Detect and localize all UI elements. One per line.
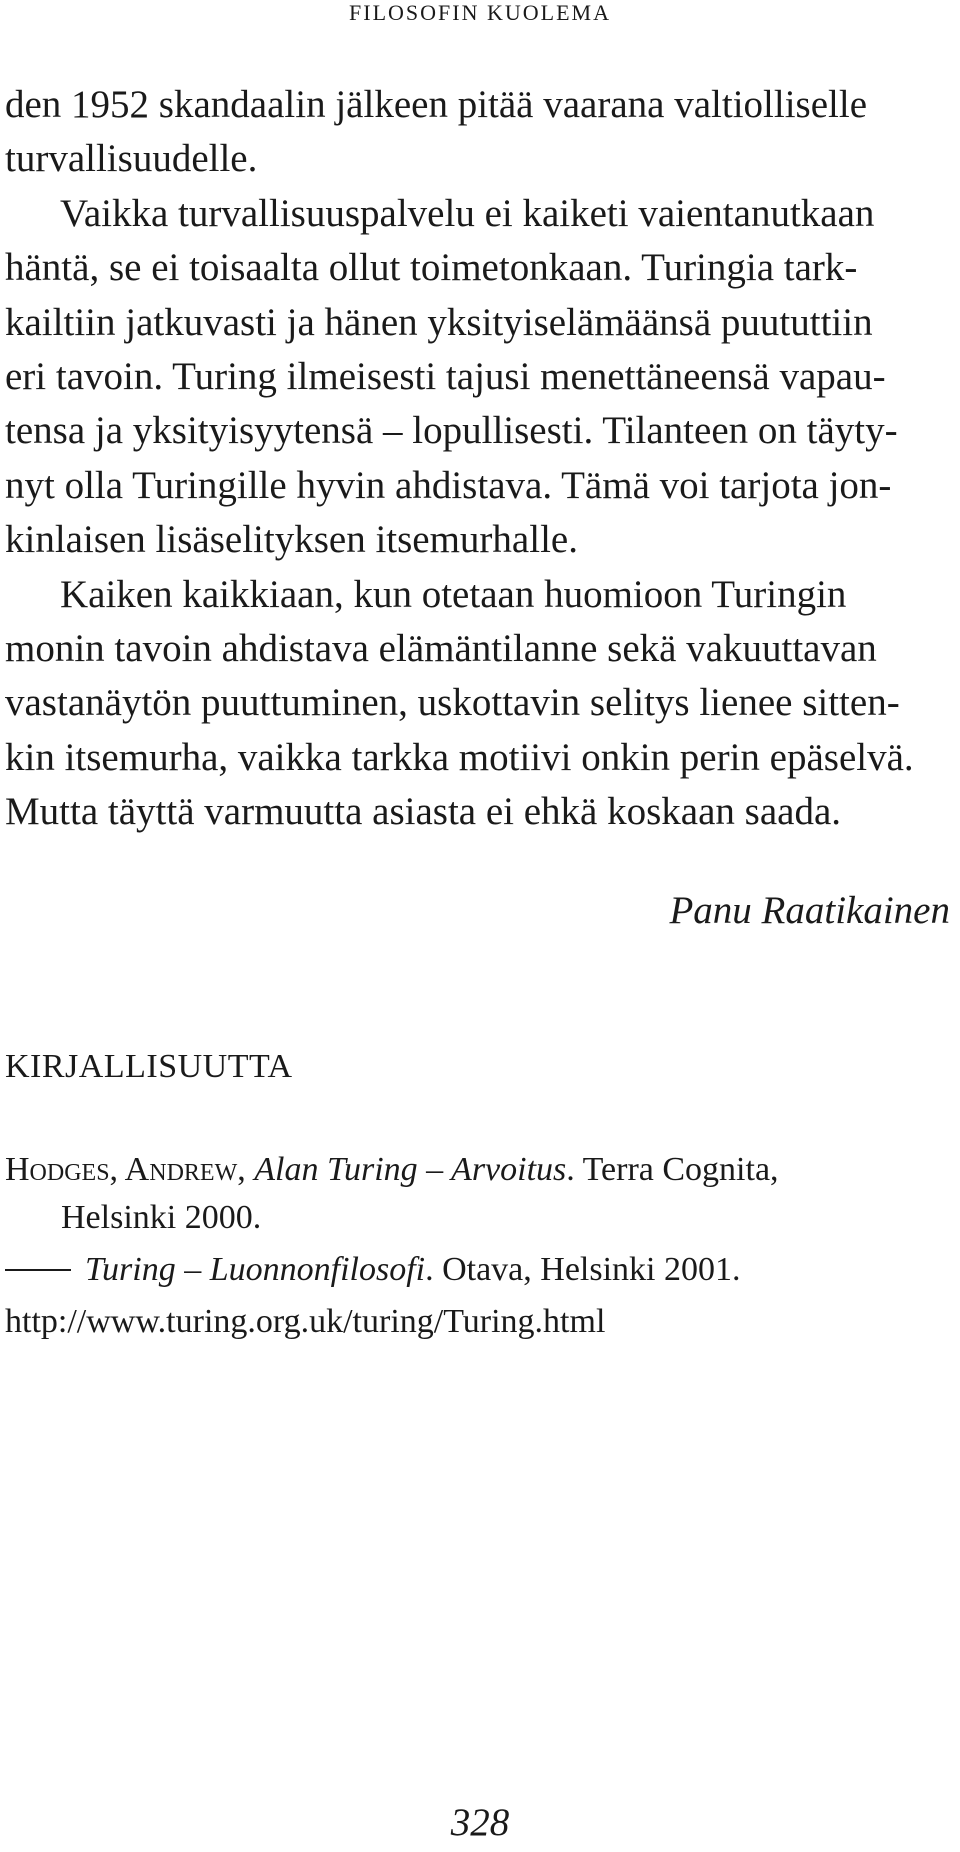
entry-continuation: Helsinki 2000. <box>61 1199 262 1236</box>
body-line: den 1952 skandaalin jälkeen pitää vaarana valtiolliselle <box>5 83 867 126</box>
body-line: Mutta täyttä varmuutta asiasta ei ehkä koskaan saada. <box>5 790 842 834</box>
body-line: monin tavoin ahdistava elämäntilanne sekä vakuuttavan <box>5 627 877 671</box>
bibliography-entry <box>5 1298 953 1346</box>
body-line: nyt olla Turingille hyvin ahdistava. Tämä voi tarjota jon- <box>5 463 892 507</box>
body-line: Vaikka turvallisuuspalvelu ei kaiketi vaientanutkaan <box>60 191 875 235</box>
body-line: vastanäytön puuttuminen, uskottavin selitys lienee sitten- <box>5 681 900 725</box>
running-head: FILOSOFIN KUOLEMA <box>349 0 611 25</box>
body-line: turvallisuudelle. <box>5 137 258 181</box>
body-text <box>5 78 953 840</box>
ditto-rule <box>5 1269 71 1271</box>
bibliography-entry <box>5 1146 953 1242</box>
section-heading: KIRJALLISUUTTA <box>5 1048 293 1085</box>
body-line: Kaiken kaikkiaan, kun otetaan huomioon Turingin <box>60 572 847 616</box>
bibliography <box>5 1146 953 1350</box>
bibliography-entry <box>5 1246 953 1294</box>
entry-title: Alan Turing – Arvoitus <box>254 1151 567 1188</box>
entry-publisher: . Otava, Helsinki 2001. <box>425 1251 741 1288</box>
entry-url: http://www.turing.org.uk/turing/Turing.html <box>5 1303 606 1340</box>
body-line: kinlaisen lisäselityksen itsemurhalle. <box>5 518 578 562</box>
body-line: häntä, se ei toisaalta ollut toimetonkaan. Turingia tark- <box>5 246 858 290</box>
author-signature: Panu Raatikainen <box>669 889 950 932</box>
body-line: kailtiin jatkuvasti ja hänen yksityiselämäänsä puututtiin <box>5 300 873 344</box>
body-line: kin itsemurha, vaikka tarkka motiivi onkin perin epäselvä. <box>5 735 914 779</box>
entry-title: Turing – Luonnonfilosofi <box>85 1251 426 1288</box>
entry-author: Hodges, Andrew, <box>5 1151 246 1188</box>
page-number: 328 <box>450 1801 510 1844</box>
body-line: eri tavoin. Turing ilmeisesti tajusi menettäneensä vapau- <box>5 355 886 399</box>
body-line: tensa ja yksityisyytensä – lopullisesti. Tilanteen on täyty- <box>5 409 898 453</box>
entry-publisher: . Terra Cognita, <box>566 1151 779 1188</box>
